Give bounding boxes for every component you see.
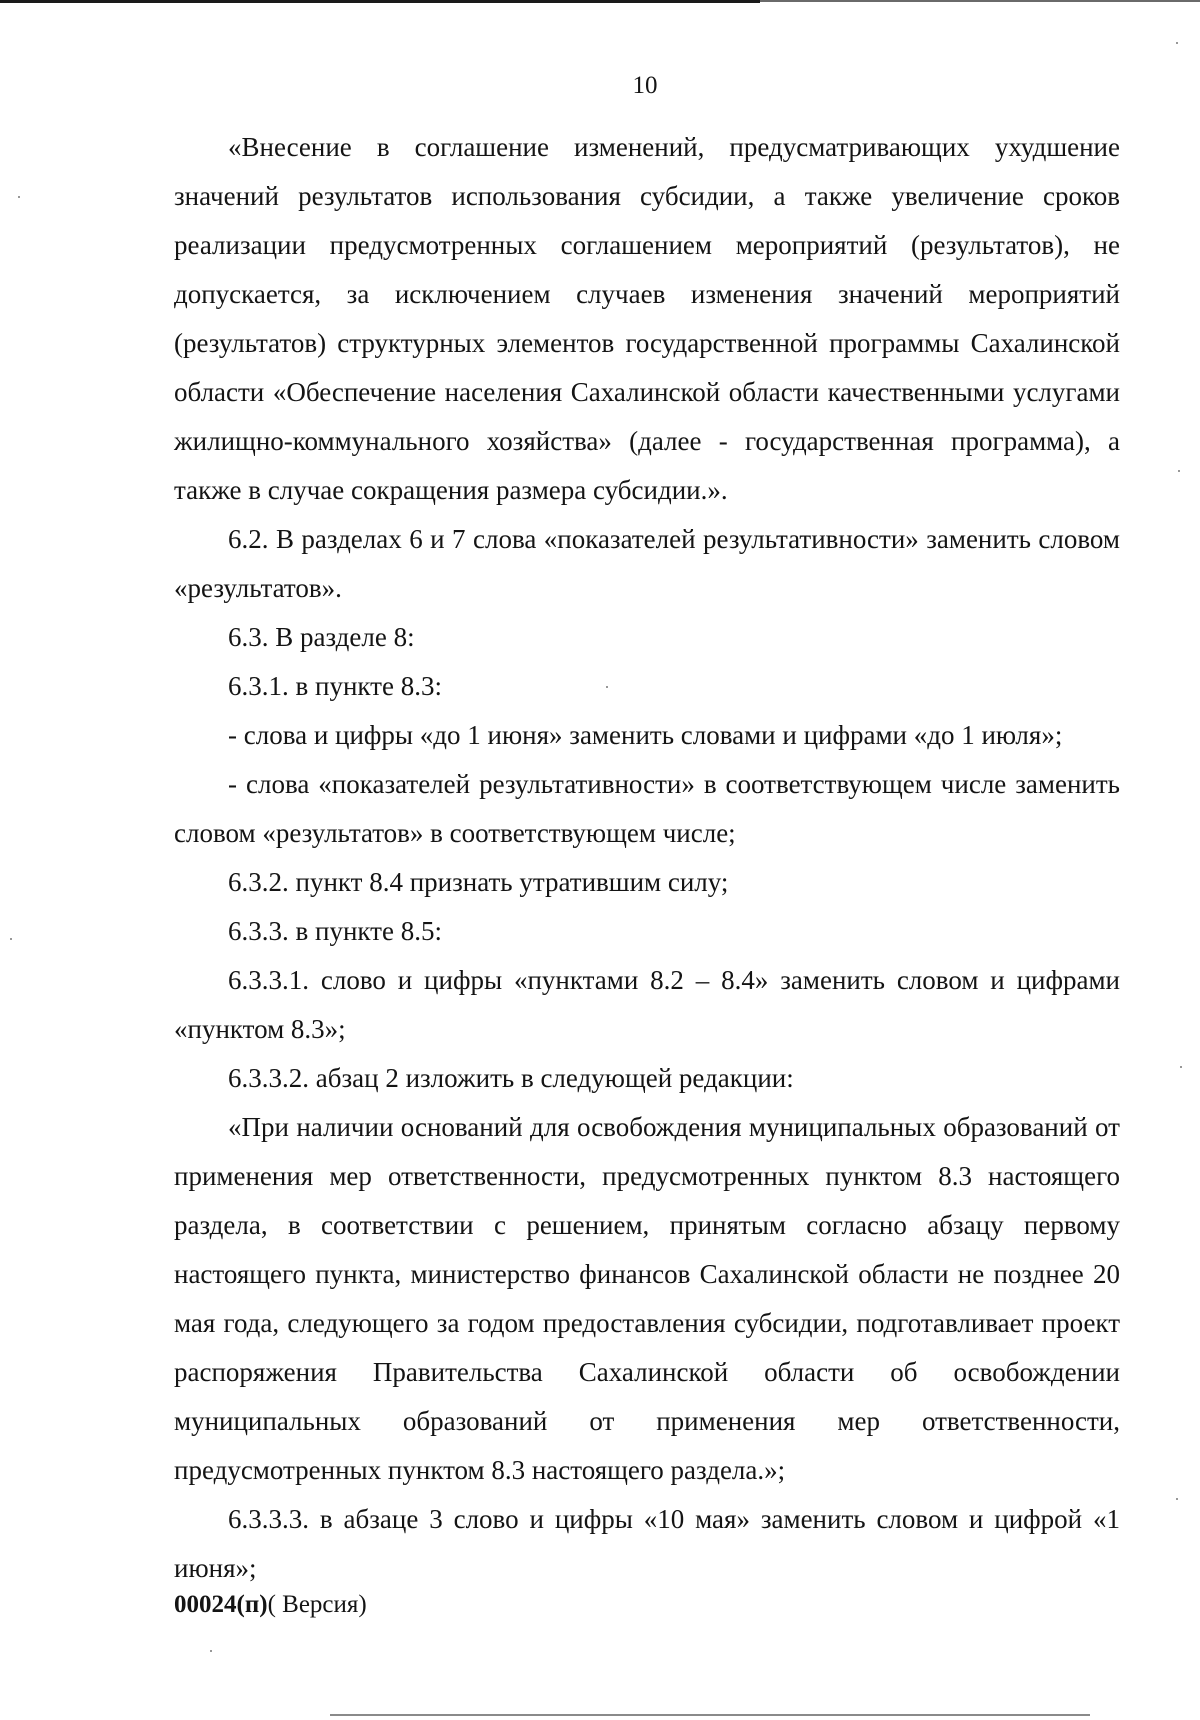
- paragraph: 6.3.1. в пункте 8.3:: [228, 671, 442, 701]
- scan-edge-top-right: [760, 0, 1200, 2]
- document-footer: [174, 1591, 367, 1619]
- scan-speck: [10, 938, 12, 940]
- paragraph: 6.3.3. в пункте 8.5:: [228, 916, 442, 946]
- paragraph: 6.3.2. пункт 8.4 признать утратившим силу;: [228, 867, 729, 897]
- scan-edge-bottom: [330, 1714, 1090, 1716]
- paragraph: 6.3.3.2. абзац 2 изложить в следующей редакции:: [228, 1063, 794, 1093]
- paragraph: 6.2. В разделах 6 и 7 слова «показателей результативности» заменить словом «результатов».: [174, 524, 1120, 603]
- document-body: [174, 123, 1120, 1593]
- scan-speck: [1176, 1498, 1178, 1500]
- document-code: 00024(п): [174, 1591, 268, 1618]
- page-number: 10: [632, 72, 658, 99]
- scan-speck: [210, 1650, 212, 1652]
- paragraph: - слова «показателей результативности» в соответствующем числе заменить словом «результатов» в соответствующем числе;: [174, 769, 1120, 848]
- scan-speck: [18, 196, 20, 198]
- paragraph: 6.3.3.1. слово и цифры «пунктами 8.2 – 8.4» заменить словом и цифрами «пунктом 8.3»;: [174, 965, 1120, 1044]
- scan-speck: [1180, 1066, 1182, 1068]
- paragraph: «Внесение в соглашение изменений, предусматривающих ухудшение значений результатов использования субсидии, а также увеличение сроков реализации предусмотренных соглашением мероприятий (результатов), не допускается, за исключением случаев изменения значений мероприятий (результатов) структурных элементов государственной программы Сахалинской области «Обеспечение населения Сахалинской области качественными услугами жилищно-коммунального хозяйства» (далее - государственная программа), а также в случае сокращения размера субсидии.».: [174, 132, 1120, 505]
- scan-edge-top: [0, 0, 760, 3]
- paragraph: - слова и цифры «до 1 июня» заменить словами и цифрами «до 1 июля»;: [228, 720, 1063, 750]
- paragraph: 6.3. В разделе 8:: [228, 622, 415, 652]
- document-version: ( Версия): [267, 1591, 367, 1618]
- scan-speck: [1178, 470, 1180, 472]
- scan-speck: [1176, 42, 1178, 44]
- paragraph: «При наличии оснований для освобождения муниципальных образований от применения мер ответственности, предусмотренных пунктом 8.3 настоящего раздела, в соответствии с решением, принятым согласно абзацу первому настоящего пункта, министерство финансов Сахалинской области не позднее 20 мая года, следующего за годом предоставления субсидии, подготавливает проект распоряжения Правительства Сахалинской области об освобождении муниципальных образований от применения мер ответственности, предусмотренных пунктом 8.3 настоящего раздела.»;: [174, 1112, 1120, 1485]
- paragraph: 6.3.3.3. в абзаце 3 слово и цифры «10 мая» заменить словом и цифрой «1 июня»;: [174, 1504, 1120, 1583]
- scan-speck: [606, 686, 608, 688]
